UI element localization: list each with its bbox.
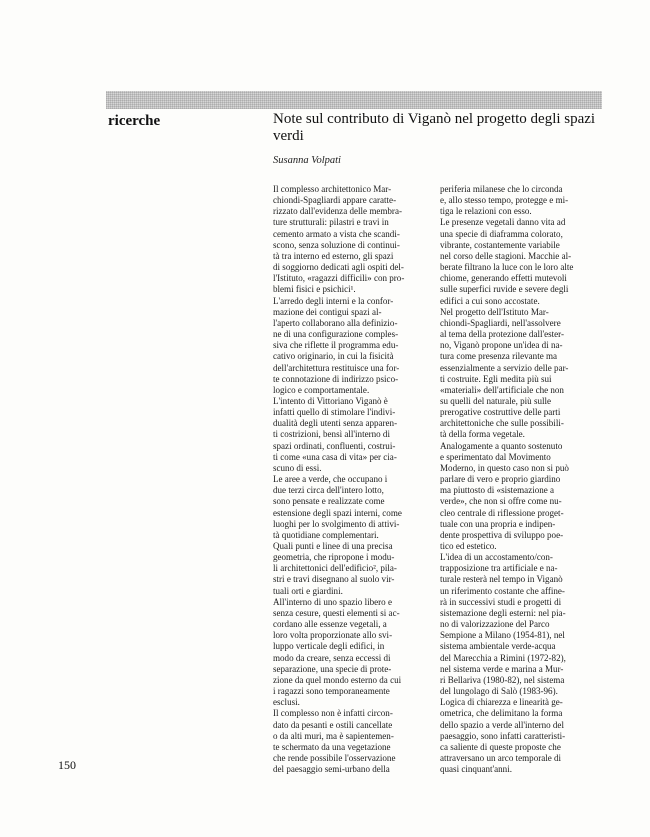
paragraph: All'interno di uno spazio libero e senza cesure, questi elementi si ac- cordano alle essenze vegetali, a loro volta proporzionate allo svi- luppo verticale degli edifici, in modo da creare, senza eccessi di separazione, una specie di prote- zione da quel mondo esterno da cui i ragazzi sono temporaneamente esclusi.	[273, 596, 402, 708]
paragraph: Il complesso architettonico Mar- chiondi-Spagliardi appare caratte- rizzato dall'evidenza delle membra- ture strutturali: pilastri e travi in cemento armato a vista che scandi- scono, senza soluzione di continui- tà tra interno ed esterno, gli spazi di soggiorno dedicati agli ospiti del- l'Istituto, «ragazzi difficili» con pro- blemi fisici e psichici¹.	[273, 184, 405, 295]
paragraph: L'intento di Vittoriano Viganò è infatti quello di stimolare l'indivi- dualità degli utenti senza apparen- ti costrizioni, bensì all'interno di spazi ordinati, confluenti, costrui- ti come «una casa di vita» per cia- scuno di essi.	[273, 395, 398, 473]
article-title: Note sul contributo di Viganò nel progetto degli spazi verdi	[273, 111, 596, 144]
paragraph: Nel progetto dell'Istituto Mar- chiondi-Spagliardi, nell'assolvere al tema della protezione dall'ester- no, Viganò propone un'idea di na- tura come presenza rilevante ma essenzialmente a servizio delle par- ti costruite. Egli medita più sui «materiali» dell'artificiale che non su quelli del naturale, più sulle prerogative costruttive delle parti architettoniche che sulle possibili- tà della forma vegetale.	[440, 306, 569, 440]
header-screen-bar	[106, 91, 602, 109]
article-author: Susanna Volpati	[273, 155, 341, 166]
paragraph: Logica di chiarezza e linearità ge- ometrica, che delimitano la forma dello spazio a verde all'interno del paesaggio, sono infatti caratteristi- ca saliente di queste proposte che attraversano un arco temporale di quasi cinquant'anni.	[440, 697, 566, 775]
paragraph: periferia milanese che lo circonda e, allo stesso tempo, protegge e mi- tiga le relazioni con esso.	[440, 184, 569, 217]
section-label: ricerche	[108, 113, 161, 129]
paragraph: L'idea di un accostamento/con- trapposizione tra artificiale e na- turale resterà nel tempo in Viganò un riferimento costante che affine- rà in successivi studi e progetti di sistemazione degli esterni: nel pia- no di valorizzazione del Parco Sempione a Milano (1954-81), nel sistema ambientale verde-acqua del Marecchia a Rimini (1972-82), nel sistema verde e marina a Mur- ri Bellariva (1980-82), nel sistema del lungolago di Salò (1983-96).	[440, 552, 566, 697]
paragraph: Le presenze vegetali danno vita ad una specie di diaframma colorato, vibrante, costantemente variabile nel corso delle stagioni. Macchie al- berate filtrano la luce con le loro alte chiome, generando effetti mutevoli sulle superfici ruvide e severe degli edifici a cui sono accostate.	[440, 217, 574, 306]
paragraph: Le aree a verde, che occupano i due terzi circa dell'intero lotto, sono pensate e realizzate come estensione degli spazi interni, come luoghi per lo svolgimento di attivi- tà quotidiane complementari. Quali punti e linee di una precisa geometria, che ripropone i modu- li architettonici dell'edificio², pila- stri e travi disegnano al suolo vir- tuali orti e giardini.	[273, 474, 402, 596]
page-number: 150	[58, 758, 76, 772]
paragraph: Analogamente a quanto sostenuto e sperimentato dal Movimento Moderno, in questo caso non si può parlare di vero e proprio giardino ma piuttosto di «sistemazione a verde», che non si offre come nu- cleo centrale di riflessione proget- tuale con una propria e indipen- dente prospettiva di sviluppo poe- tico ed estetico.	[440, 440, 569, 551]
paragraph: Il complesso non è infatti circon- dato da pesanti e ostili cancellate o da alti muri, ma è sapientemen- te schermato da una vegetazione che rende possibile l'osservazione del paesaggio semi-urbano della	[273, 708, 396, 775]
text-column-left	[273, 184, 436, 775]
text-column-right	[440, 184, 603, 775]
paragraph: L'arredo degli interni e la confor- mazione dei contigui spazi al- l'aperto collaborano alla definizio- ne di una configurazione comples- siva che riflette il programma edu- cativo originario, in cui la fisicità dell'architettura restituisce una for- te connotazione di indirizzo psico- logico e comportamentale.	[273, 295, 400, 395]
